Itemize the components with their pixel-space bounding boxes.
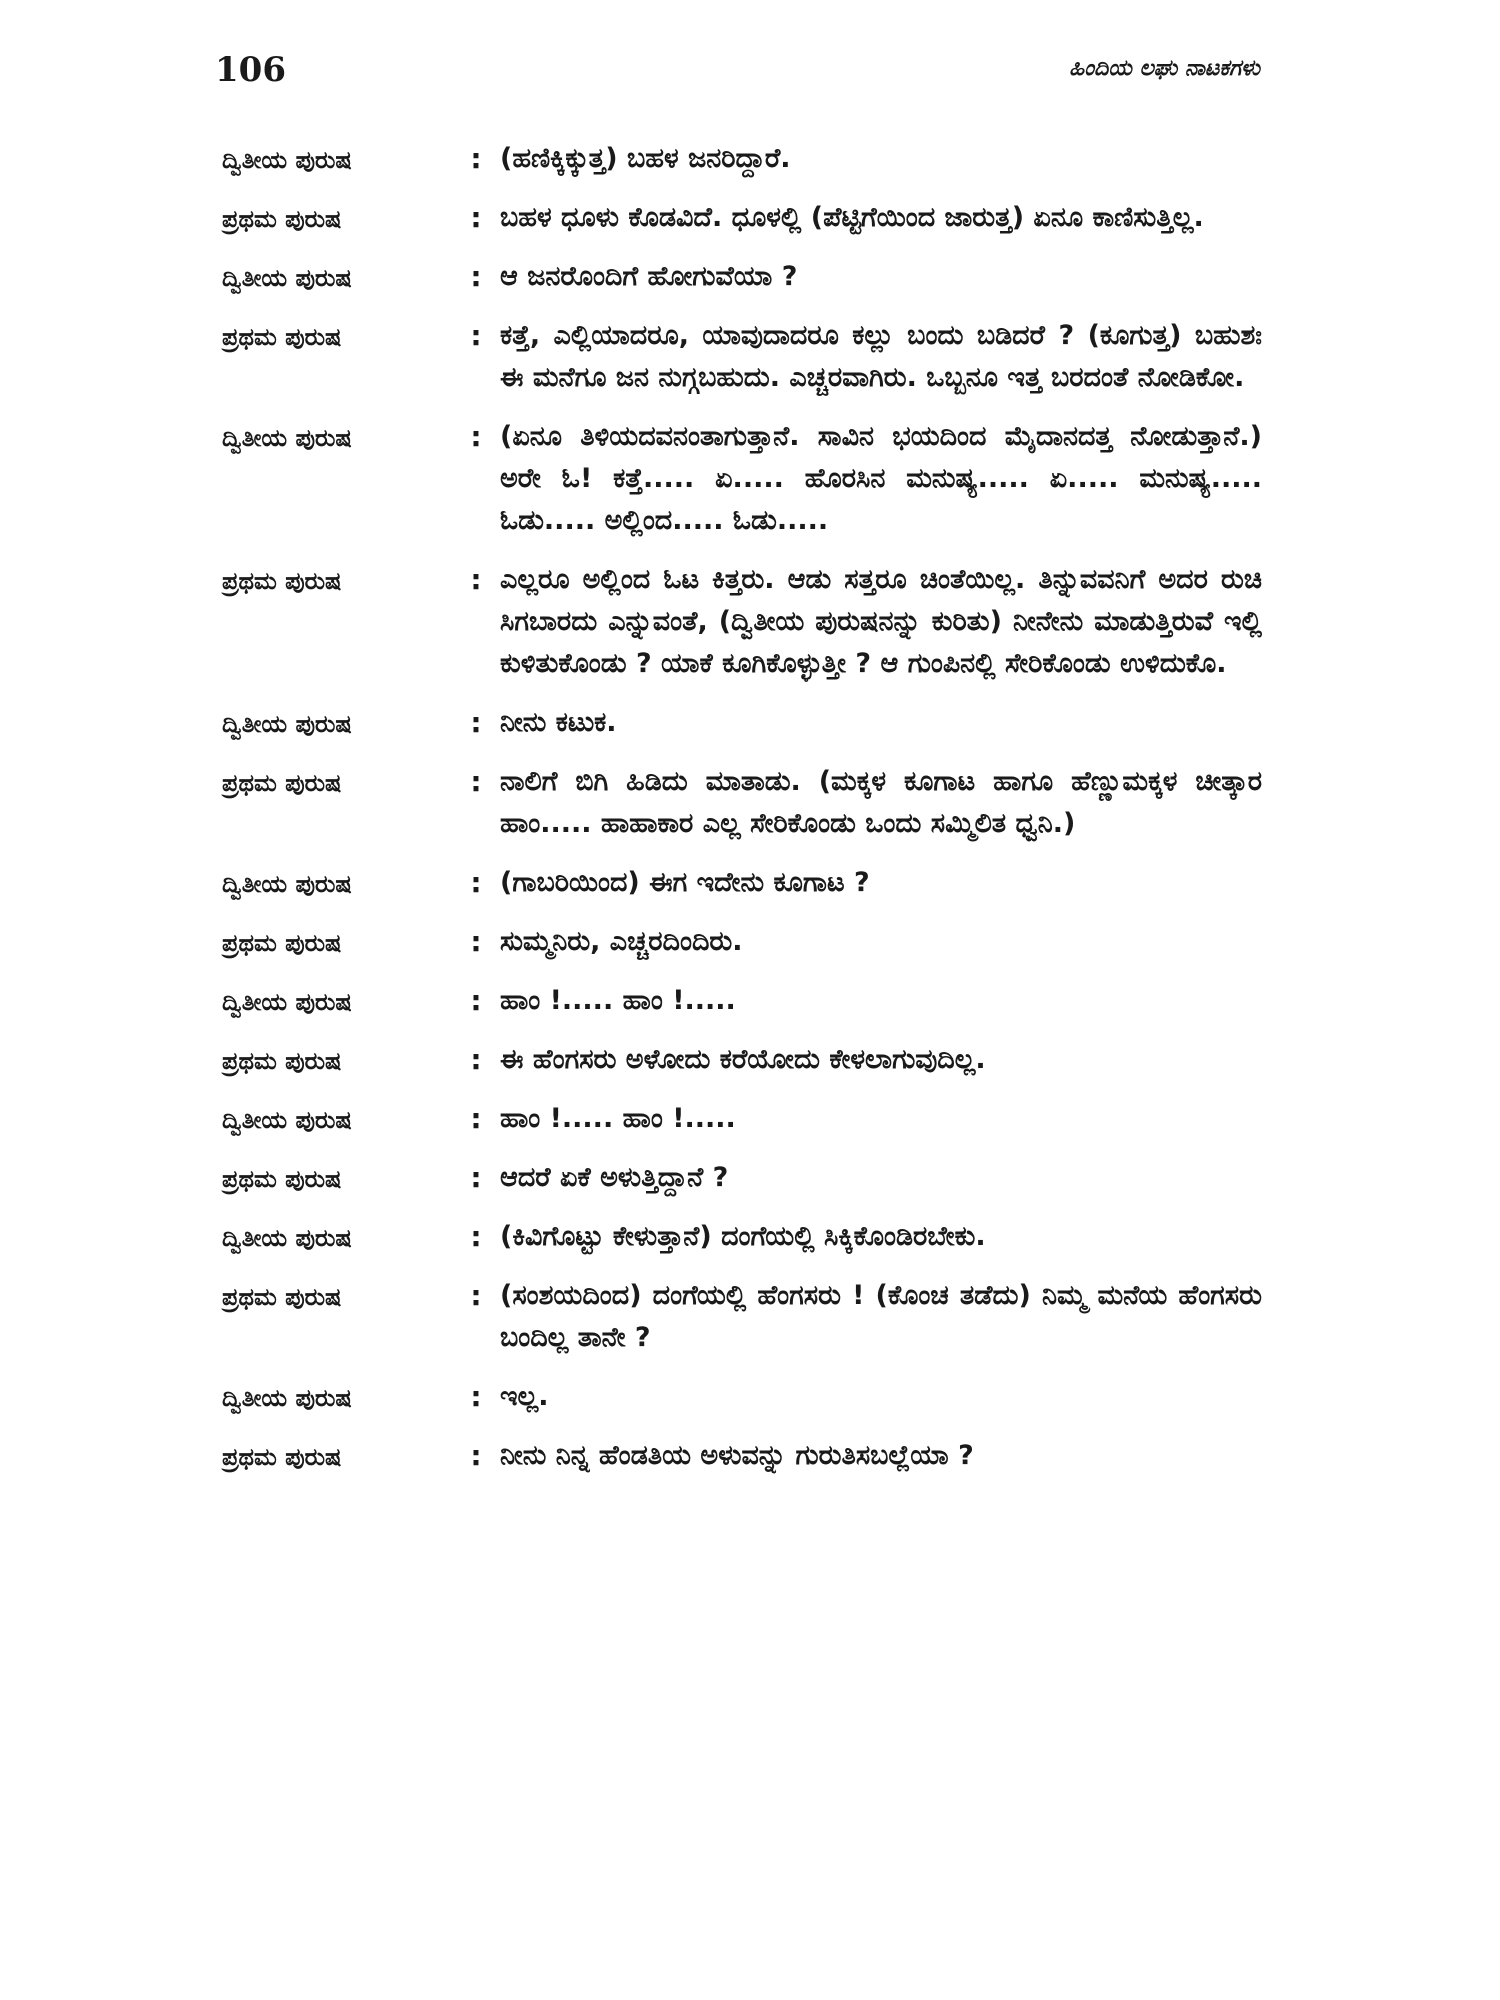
- speaker-separator: :: [470, 706, 482, 739]
- dialogue-line: [222, 559, 1262, 685]
- dialogue-text: (ಹಣಿಕ್ಕಿಕ್ಕುತ್ತ) ಬಹಳ ಜನರಿದ್ದಾರೆ.: [500, 143, 791, 174]
- speaker-name: ದ್ವಿತೀಯ ಪುರುಷ: [222, 264, 352, 292]
- dialogue-block: [222, 138, 1262, 1494]
- dialogue-line: [222, 1098, 1262, 1140]
- dialogue-line: [222, 862, 1262, 904]
- dialogue-line: [222, 1435, 1262, 1477]
- dialogue-line: [222, 980, 1262, 1022]
- dialogue-text: ಇಲ್ಲ.: [500, 1381, 549, 1412]
- speaker-separator: :: [470, 1279, 482, 1312]
- speaker-name: ದ್ವಿತೀಯ ಪುರುಷ: [222, 1106, 352, 1134]
- dialogue-text: ಆ ಜನರೊಂದಿಗೆ ಹೋಗುವೆಯಾ ?: [500, 261, 798, 292]
- dialogue-line: [222, 1216, 1262, 1258]
- speaker-separator: :: [470, 260, 482, 293]
- dialogue-text: (ಸಂಶಯದಿಂದ) ದಂಗೆಯಲ್ಲಿ ಹೆಂಗಸರು ! (ಕೊಂಚ ತಡೆದು) ನಿಮ್ಮ ಮನೆಯ ಹೆಂಗಸರು ಬಂದಿಲ್ಲ ತಾನೇ ?: [500, 1280, 1262, 1353]
- speaker-name: ಪ್ರಥಮ ಪುರುಷ: [222, 323, 342, 351]
- dialogue-line: [222, 1157, 1262, 1199]
- speaker-separator: :: [470, 201, 482, 234]
- speaker-separator: :: [470, 1380, 482, 1413]
- speaker-name: ಪ್ರಥಮ ಪುರುಷ: [222, 567, 342, 595]
- speaker-name: ಪ್ರಥಮ ಪುರುಷ: [222, 769, 342, 797]
- speaker-separator: :: [470, 142, 482, 175]
- dialogue-text: ನೀನು ಕಟುಕ.: [500, 707, 617, 738]
- dialogue-text: (ಗಾಬರಿಯಿಂದ) ಈಗ ಇದೇನು ಕೂಗಾಟ ?: [500, 867, 870, 898]
- speaker-separator: :: [470, 563, 482, 596]
- speaker-separator: :: [470, 925, 482, 958]
- dialogue-line: [222, 256, 1262, 298]
- dialogue-text: ಆದರೆ ಏಕೆ ಅಳುತ್ತಿದ್ದಾನೆ ?: [500, 1162, 729, 1193]
- speaker-name: ದ್ವಿತೀಯ ಪುರುಷ: [222, 1384, 352, 1412]
- dialogue-line: [222, 702, 1262, 744]
- dialogue-text: ನೀನು ನಿನ್ನ ಹೆಂಡತಿಯ ಅಳುವನ್ನು ಗುರುತಿಸಬಲ್ಲೆಯಾ ?: [500, 1440, 974, 1471]
- dialogue-text: ಕತ್ತೆ, ಎಲ್ಲಿಯಾದರೂ, ಯಾವುದಾದರೂ ಕಲ್ಲು ಬಂದು ಬಡಿದರೆ ? (ಕೂಗುತ್ತ) ಬಹುಶಃ ಈ ಮನೆಗೂ ಜನ ನುಗ್ಗಬಹುದು. ಎಚ್ಚರವಾಗಿರು. ಒಬ್ಬನೂ ಇತ್ತ ಬರದಂತೆ ನೋಡಿಕೋ.: [500, 320, 1262, 393]
- speaker-name: ಪ್ರಥಮ ಪುರುಷ: [222, 1443, 342, 1471]
- speaker-separator: :: [470, 1102, 482, 1135]
- dialogue-line: [222, 416, 1262, 542]
- dialogue-line: [222, 315, 1262, 399]
- speaker-separator: :: [470, 984, 482, 1017]
- speaker-name: ದ್ವಿತೀಯ ಪುರುಷ: [222, 710, 352, 738]
- speaker-name: ಪ್ರಥಮ ಪುರುಷ: [222, 929, 342, 957]
- speaker-name: ದ್ವಿತೀಯ ಪುರುಷ: [222, 1224, 352, 1252]
- dialogue-text: (ಏನೂ ತಿಳಿಯದವನಂತಾಗುತ್ತಾನೆ. ಸಾವಿನ ಭಯದಿಂದ ಮೈದಾನದತ್ತ ನೋಡುತ್ತಾನೆ.) ಅರೇ ಓ! ಕತ್ತೆ..... ಏ..... ಹೊರಸಿನ ಮನುಷ್ಯ..... ಏ..... ಮನುಷ್ಯ..... ಓಡು..... ಅಲ್ಲಿಂದ..... ಓಡು.....: [500, 421, 1262, 536]
- speaker-name: ಪ್ರಥಮ ಪುರುಷ: [222, 1047, 342, 1075]
- dialogue-text: ಸುಮ್ಮನಿರು, ಎಚ್ಚರದಿಂದಿರು.: [500, 926, 743, 957]
- dialogue-text: ಈ ಹೆಂಗಸರು ಅಳೋದು ಕರೆಯೋದು ಕೇಳಲಾಗುವುದಿಲ್ಲ.: [500, 1044, 986, 1075]
- speaker-separator: :: [470, 420, 482, 453]
- dialogue-line: [222, 921, 1262, 963]
- speaker-name: ಪ್ರಥಮ ಪುರುಷ: [222, 1165, 342, 1193]
- speaker-separator: :: [470, 765, 482, 798]
- speaker-name: ದ್ವಿತೀಯ ಪುರುಷ: [222, 424, 352, 452]
- speaker-name: ಪ್ರಥಮ ಪುರುಷ: [222, 1283, 342, 1311]
- page-number: 106: [215, 50, 286, 90]
- dialogue-text: ನಾಲಿಗೆ ಬಿಗಿ ಹಿಡಿದು ಮಾತಾಡು. (ಮಕ್ಕಳ ಕೂಗಾಟ ಹಾಗೂ ಹೆಣ್ಣುಮಕ್ಕಳ ಚೀತ್ಕಾರ ಹಾಂ..... ಹಾಹಾಕಾರ ಎಲ್ಲ ಸೇರಿಕೊಂಡು ಒಂದು ಸಮ್ಮಿಲಿತ ಧ್ವನಿ.): [500, 766, 1262, 839]
- running-head: ಹಿಂದಿಯ ಲಘು ನಾಟಕಗಳು: [1069, 56, 1260, 81]
- speaker-name: ದ್ವಿತೀಯ ಪುರುಷ: [222, 988, 352, 1016]
- page-header: [215, 50, 1260, 100]
- speaker-name: ದ್ವಿತೀಯ ಪುರುಷ: [222, 146, 352, 174]
- dialogue-line: [222, 1275, 1262, 1359]
- dialogue-text: ಬಹಳ ಧೂಳು ಕೊಡವಿದೆ. ಧೂಳಲ್ಲಿ (ಪೆಟ್ಟಿಗೆಯಿಂದ ಜಾರುತ್ತ) ಏನೂ ಕಾಣಿಸುತ್ತಿಲ್ಲ.: [500, 202, 1204, 233]
- dialogue-text: ಹಾಂ !..... ಹಾಂ !.....: [500, 1103, 736, 1134]
- speaker-separator: :: [470, 1439, 482, 1472]
- dialogue-line: [222, 1039, 1262, 1081]
- speaker-name: ದ್ವಿತೀಯ ಪುರುಷ: [222, 870, 352, 898]
- dialogue-line: [222, 1376, 1262, 1418]
- speaker-separator: :: [470, 319, 482, 352]
- speaker-separator: :: [470, 1161, 482, 1194]
- speaker-separator: :: [470, 1043, 482, 1076]
- dialogue-text: ಹಾಂ !..... ಹಾಂ !.....: [500, 985, 736, 1016]
- dialogue-text: ಎಲ್ಲರೂ ಅಲ್ಲಿಂದ ಓಟ ಕಿತ್ತರು. ಆಡು ಸತ್ತರೂ ಚಿಂತೆಯಿಲ್ಲ. ತಿನ್ನುವವನಿಗೆ ಅದರ ರುಚಿ ಸಿಗಬಾರದು ಎನ್ನುವಂತೆ, (ದ್ವಿತೀಯ ಪುರುಷನನ್ನು ಕುರಿತು) ನೀನೇನು ಮಾಡುತ್ತಿರುವೆ ಇಲ್ಲಿ ಕುಳಿತುಕೊಂಡು ? ಯಾಕೆ ಕೂಗಿಕೊಳ್ಳುತ್ತೀ ? ಆ ಗುಂಪಿನಲ್ಲಿ ಸೇರಿಕೊಂಡು ಉಳಿದುಕೊ.: [500, 564, 1262, 679]
- speaker-name: ಪ್ರಥಮ ಪುರುಷ: [222, 205, 342, 233]
- dialogue-line: [222, 138, 1262, 180]
- dialogue-text: (ಕಿವಿಗೊಟ್ಟು ಕೇಳುತ್ತಾನೆ) ದಂಗೆಯಲ್ಲಿ ಸಿಕ್ಕಿಕೊಂಡಿರಬೇಕು.: [500, 1221, 986, 1252]
- speaker-separator: :: [470, 1220, 482, 1253]
- speaker-separator: :: [470, 866, 482, 899]
- dialogue-line: [222, 197, 1262, 239]
- dialogue-line: [222, 761, 1262, 845]
